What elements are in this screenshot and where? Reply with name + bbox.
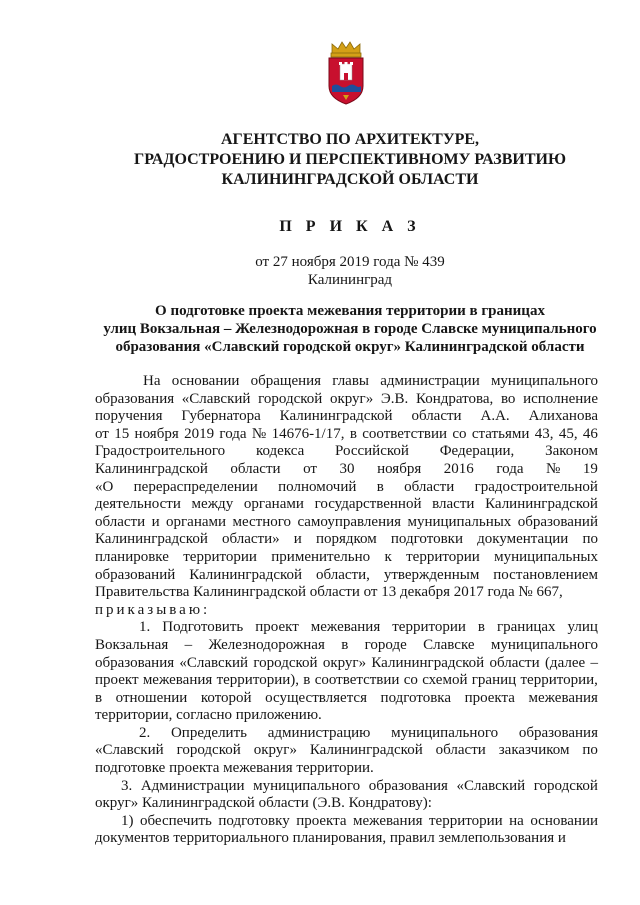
word: подготовку (218, 812, 290, 829)
text-line (95, 514, 598, 532)
text-line (95, 531, 598, 549)
word: области» (222, 531, 280, 548)
word: и (293, 531, 302, 548)
word: самоуправления (297, 513, 402, 530)
text-line (95, 496, 598, 514)
word: области, (316, 566, 370, 583)
text-line (95, 391, 598, 409)
word: улиц (567, 619, 598, 636)
word: полномочий (278, 478, 357, 495)
word: соответствии (314, 672, 400, 689)
word: Калининградской (371, 654, 485, 671)
agency-name-line: АГЕНТСТВО ПО АРХИТЕКТУРЕ, (220, 131, 480, 148)
kaliningrad-coat-of-arms-icon (324, 40, 368, 106)
word: Железнодорожная (208, 636, 325, 653)
word: деятельности (95, 496, 181, 513)
word: Калининградской (95, 531, 208, 548)
word: местного (232, 513, 292, 530)
text-line (95, 567, 598, 585)
text-line (95, 408, 598, 426)
word: границ (471, 672, 517, 689)
word: администрации (380, 373, 480, 389)
paragraph-item-3-1 (95, 813, 598, 848)
subject-line: О подготовке проекта межевания территории в границах (155, 303, 545, 319)
word: в (341, 636, 349, 653)
decree-word: приказываю: (95, 601, 211, 618)
word: осуществляется (265, 689, 367, 706)
word: года (219, 425, 247, 442)
agency-name-line: ГРАДОСТРОЕНИЮ И ПЕРСПЕКТИВНОМУ РАЗВИТИЮ (134, 151, 566, 168)
word: органами (243, 496, 304, 513)
word: муниципальных (494, 548, 598, 565)
order-meta (60, 253, 640, 289)
text-line (95, 655, 598, 673)
word: обеспечить (139, 812, 212, 829)
word: 2019 (184, 425, 215, 442)
word: территории (392, 619, 466, 636)
word: городе (364, 636, 407, 653)
word: по (582, 531, 598, 548)
word: перераспределении (133, 478, 258, 495)
word: Славске (423, 636, 475, 653)
text-line: территории, согласно приложению. (95, 707, 322, 724)
word: муниципальных (407, 513, 512, 530)
paragraph-item-3 (95, 778, 598, 813)
text-line (95, 690, 598, 708)
word: округ» (253, 742, 297, 759)
word: кодекса (255, 443, 305, 460)
word: основании (171, 373, 240, 389)
word: Законом (545, 443, 598, 460)
word: муниципального (391, 724, 499, 741)
word: Калининградской (189, 566, 303, 583)
word: городской (258, 390, 323, 407)
word: 15 (114, 425, 130, 442)
word: территории (406, 548, 480, 565)
word: образования (368, 777, 448, 794)
word: проект (95, 672, 139, 689)
word: Федерации, (439, 443, 515, 460)
word: ноября (134, 425, 179, 442)
subject-line: образования «Славский городской округ» Калининградской области (115, 339, 585, 355)
word: ноября (377, 460, 422, 477)
word: межевания (353, 812, 423, 829)
order-title: П Р И К А З (279, 218, 421, 235)
word: заказчиком (498, 742, 570, 759)
word: межевания (310, 619, 381, 636)
word: 14676-1/17, (271, 425, 345, 442)
word: между (191, 496, 234, 513)
word: постановлением (493, 566, 598, 583)
text-line (95, 813, 598, 831)
word: органами (166, 513, 227, 530)
word: власти (432, 496, 475, 513)
word: и (151, 513, 160, 530)
word: проекта (464, 689, 515, 706)
word: Алиханова (528, 408, 598, 425)
word: 43, (534, 425, 554, 442)
order-subject (60, 302, 640, 356)
word: Подготовить (162, 619, 244, 636)
word: Калининградской (485, 496, 598, 513)
word: Определить (170, 724, 247, 741)
word: года (496, 460, 524, 477)
word: поручения (95, 408, 163, 425)
word: межевания (142, 672, 213, 689)
word: «О (95, 478, 114, 495)
word: порядком (315, 531, 377, 548)
agency-name-line: КАЛИНИНГРАДСКОЙ ОБЛАСТИ (221, 171, 479, 188)
order-city: Калининград (307, 272, 393, 288)
word: в (95, 689, 103, 706)
word: Российской (335, 443, 409, 460)
text-line: документов территориального планирования, правил землепользования и (95, 830, 566, 847)
text-line (95, 619, 598, 637)
word: 30 (339, 460, 355, 477)
word: соответствии (362, 425, 448, 442)
word: образования (95, 654, 175, 671)
word: утвержденным (383, 566, 480, 583)
text-line (95, 742, 598, 760)
word: Градостроительного (95, 443, 226, 460)
word: со (452, 425, 467, 442)
word: отношении (115, 689, 188, 706)
text-line (95, 479, 598, 497)
word: области (435, 742, 486, 759)
word: 19 (582, 460, 598, 477)
word: области (404, 478, 455, 495)
word: Калининградской (279, 408, 393, 425)
word: основании (530, 812, 598, 829)
word: применительно (271, 548, 371, 565)
word: проекта (296, 812, 347, 829)
word: от (303, 460, 317, 477)
word: № (251, 425, 267, 442)
word: проект (255, 619, 299, 636)
word: градостроительной (474, 478, 598, 495)
word: подготовка (380, 689, 452, 706)
paragraph-item-2 (95, 725, 598, 778)
word: во (500, 390, 516, 407)
subject-line: улиц Вокзальная – Железнодорожная в городе Славске муниципального (103, 321, 597, 337)
word: Губернатора (181, 408, 261, 425)
word: на (509, 812, 524, 829)
word: Администрации (140, 777, 245, 794)
text-line (95, 637, 598, 655)
word: области (95, 513, 146, 530)
word: которой (200, 689, 252, 706)
word: (далее (544, 654, 586, 671)
word: 2. (139, 724, 151, 741)
word: территории), (216, 672, 299, 689)
word: «Славский (179, 654, 249, 671)
word: «Славский (95, 742, 164, 759)
word: образования (95, 390, 175, 407)
word: 45, (558, 425, 578, 442)
word: 2016 (443, 460, 474, 477)
word: городской (533, 777, 598, 794)
word: 1) (121, 812, 134, 829)
word: границах (496, 619, 556, 636)
word: в (376, 478, 384, 495)
word: в (477, 619, 485, 636)
word: образования (518, 724, 598, 741)
word: области (489, 654, 540, 671)
word: обращения (250, 373, 322, 389)
text-line: округ» Калининградской области (Э.В. Кондратову): (95, 795, 432, 812)
word: Вокзальная (95, 636, 169, 653)
word: «Славский (456, 777, 526, 794)
paragraph-preamble (95, 373, 598, 602)
word: Кондратова, (415, 390, 494, 407)
word: 3. (121, 777, 133, 794)
word: подготовки (390, 531, 463, 548)
word: городской (176, 742, 241, 759)
text-line (95, 725, 598, 743)
word: межевания (528, 689, 598, 706)
word: 46 (582, 425, 598, 442)
text-line (95, 443, 598, 461)
word: схемой (422, 672, 468, 689)
word: Калининградской (95, 460, 208, 477)
order-body (95, 373, 598, 848)
word: «Славский (181, 390, 251, 407)
word: со (403, 672, 418, 689)
text-line (95, 373, 598, 391)
word: – (590, 654, 598, 671)
word: – (184, 636, 193, 653)
word: области (230, 460, 281, 477)
agency-name (60, 130, 640, 190)
word: На (143, 373, 161, 389)
word: городской (253, 654, 318, 671)
word: администрацию (267, 724, 371, 741)
word: планировке (95, 548, 169, 565)
word: документации (477, 531, 569, 548)
paragraph-item-1 (95, 619, 598, 725)
word: образований (95, 566, 176, 583)
word: государственной (314, 496, 422, 513)
word: округ» (329, 390, 374, 407)
word: образований (517, 513, 598, 530)
word: от (95, 425, 109, 442)
word: территории, (520, 672, 598, 689)
text-line: подготовке проекта межевания территории. (95, 760, 374, 777)
word: 1. (139, 619, 151, 636)
word: главы (332, 373, 369, 389)
word: Э.В. (380, 390, 409, 407)
word: муниципального (490, 373, 598, 389)
text-line: Правительства Калининградской области от 13 декабря 2017 года № 667, (95, 584, 563, 601)
word: исполнение (523, 390, 598, 407)
order-date: от 27 ноября 2019 года № 439 (255, 254, 445, 270)
word: № (546, 460, 561, 477)
word: в (349, 425, 357, 442)
word: статьями (471, 425, 530, 442)
word: территории (183, 548, 257, 565)
text-line (95, 461, 598, 479)
word: муниципального (253, 777, 361, 794)
text-line (95, 426, 598, 444)
word: по (582, 742, 598, 759)
word: территории (429, 812, 503, 829)
text-line (95, 672, 598, 690)
word: в (303, 672, 311, 689)
word: округ» (322, 654, 367, 671)
word: области (411, 408, 462, 425)
word: муниципального (490, 636, 598, 653)
text-line (95, 778, 598, 796)
word: к (384, 548, 392, 565)
text-line (95, 549, 598, 567)
word: Калининградской (309, 742, 423, 759)
word: А.А. (480, 408, 510, 425)
